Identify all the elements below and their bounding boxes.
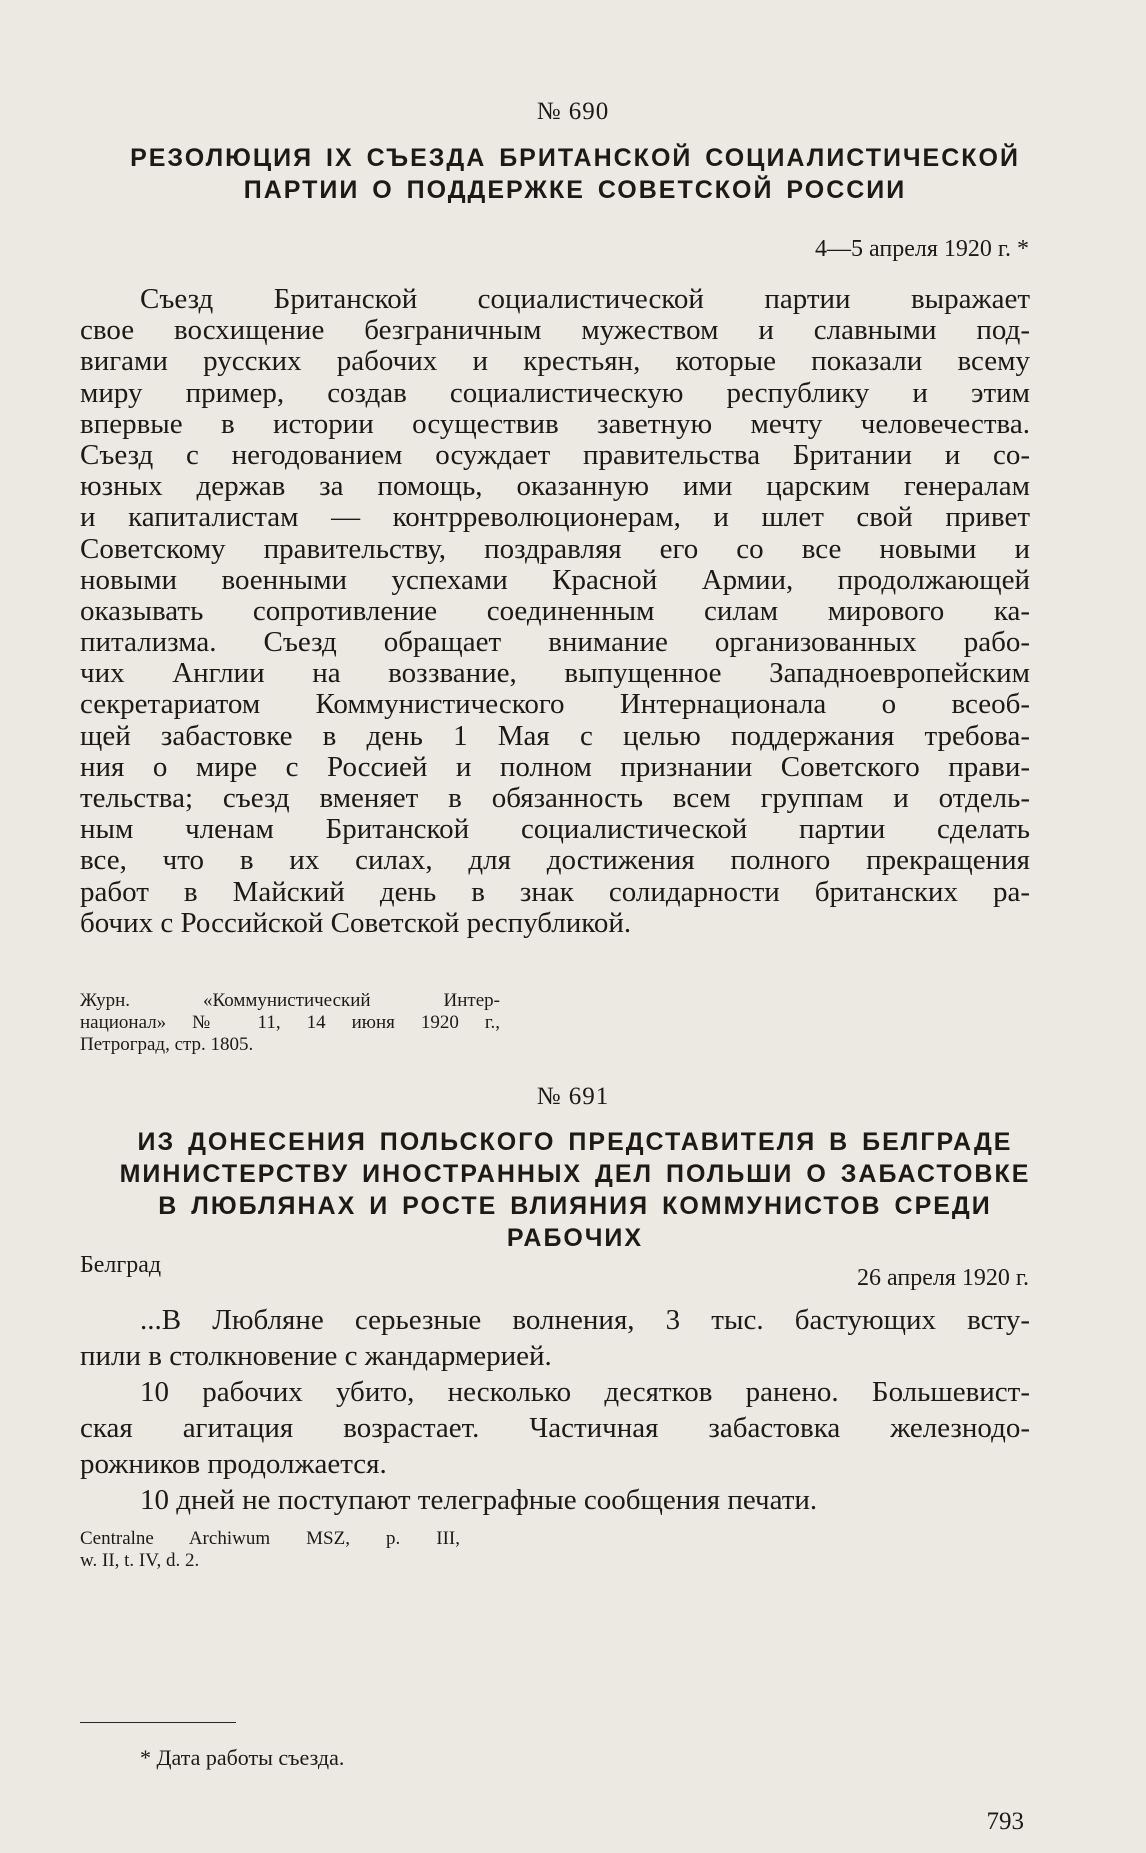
body-line: ния о мире с Россией и полном признании Советского прави-: [80, 750, 1030, 783]
doc-690-number: № 690: [536, 98, 610, 125]
title-line: В ЛЮБЛЯНАХ И РОСТЕ ВЛИЯНИЯ КОММУНИСТОВ СРЕДИ: [158, 1192, 992, 1220]
source-line: национал» № 11, 14 июня 1920 г.,: [80, 1012, 500, 1033]
body-line: секретариатом Коммунистического Интернационала о всеоб-: [80, 688, 1030, 721]
body-line: вигами русских рабочих и крестьян, которые показали всему: [80, 345, 1030, 378]
body-line: бочих с Российской Советской республикой.: [80, 906, 632, 939]
title-line: РАБОЧИХ: [506, 1224, 644, 1252]
doc-690-date: 4—5 апреля 1920 г. *: [815, 236, 1029, 262]
doc-691-place: Белград: [80, 1252, 162, 1278]
body-line: питализма. Съезд обращает внимание организованных рабо-: [80, 626, 1030, 659]
body-line: все, что в их силах, для достижения полного прекращения: [80, 844, 1030, 877]
doc-691-title: [80, 1126, 1070, 1254]
body-line: ская агитация возрастает. Частичная забастовка железнодо-: [80, 1412, 1030, 1444]
doc-691-body: [80, 1302, 1030, 1518]
body-line: чих Англии на воззвание, выпущенное Западноевропейским: [80, 657, 1030, 690]
doc-690-body: [80, 284, 1030, 939]
doc-691-number: № 691: [536, 1083, 610, 1110]
page-number: 793: [986, 1808, 1024, 1835]
body-line: Съезд с негодованием осуждает правительства Британии и со-: [80, 438, 1030, 471]
title-line: РЕЗОЛЮЦИЯ IX СЪЕЗДА БРИТАНСКОЙ СОЦИАЛИСТИЧЕСКОЙ: [130, 144, 1020, 172]
footnote: * Дата работы съезда.: [140, 1745, 345, 1770]
source-line: Centralne Archiwum MSZ, p. III,: [80, 1528, 460, 1549]
body-line: новыми военными успехами Красной Армии, продолжающей: [80, 563, 1030, 596]
body-line: ным членам Британской социалистической партии сделать: [80, 813, 1030, 846]
title-line: ПАРТИИ О ПОДДЕРЖКЕ СОВЕТСКОЙ РОССИИ: [243, 176, 907, 204]
source-line: Петроград, стр. 1805.: [80, 1034, 254, 1055]
footnote-rule: [80, 1722, 236, 1723]
body-line: 10 рабочих убито, несколько десятков ранено. Большевист-: [140, 1376, 1030, 1408]
source-line: Журн. «Коммунистический Интер-: [80, 990, 500, 1011]
doc-691-source: [80, 1528, 460, 1572]
body-line: оказывать сопротивление соединенным силам мирового ка-: [80, 594, 1030, 627]
doc-691-date: 26 апреля 1920 г.: [857, 1265, 1029, 1291]
body-line: тельства; съезд вменяет в обязанность всем группам и отдель-: [80, 782, 1030, 814]
source-line: w. II, t. IV, d. 2.: [80, 1550, 200, 1571]
body-line: Советскому правительству, поздравляя его со все новыми и: [80, 532, 1030, 565]
body-line: миру пример, создав социалистическую республику и этим: [80, 376, 1030, 409]
body-line: пили в столкновение с жандармерией.: [80, 1340, 552, 1372]
title-line: ИЗ ДОНЕСЕНИЯ ПОЛЬСКОГО ПРЕДСТАВИТЕЛЯ В БЕЛГРАДЕ: [137, 1128, 1013, 1156]
body-line: свое восхищение безграничным мужеством и славными под-: [80, 314, 1030, 347]
body-line: и капиталистам — контрреволюционерам, и шлет свой привет: [80, 501, 1030, 534]
body-line: Съезд Британской социалистической партии выражает: [140, 283, 1030, 315]
body-line: щей забастовке в день 1 Мая с целью поддержания требова-: [80, 719, 1030, 752]
doc-690-source: [80, 990, 500, 1056]
body-line: рожников продолжается.: [80, 1448, 387, 1480]
body-line: 10 дней не поступают телеграфные сообщения печати.: [140, 1484, 818, 1516]
body-line: юзных держав за помощь, оказанную ими царским генералам: [80, 470, 1030, 503]
doc-690-title: [80, 142, 1070, 206]
body-line: ...В Любляне серьезные волнения, 3 тыс. бастующих всту-: [140, 1304, 1030, 1336]
title-line: МИНИСТЕРСТВУ ИНОСТРАННЫХ ДЕЛ ПОЛЬШИ О ЗАБАСТОВКЕ: [119, 1160, 1031, 1188]
body-line: впервые в истории осуществив заветную мечту человечества.: [80, 407, 1030, 440]
body-line: работ в Майский день в знак солидарности британских ра-: [80, 875, 1030, 908]
